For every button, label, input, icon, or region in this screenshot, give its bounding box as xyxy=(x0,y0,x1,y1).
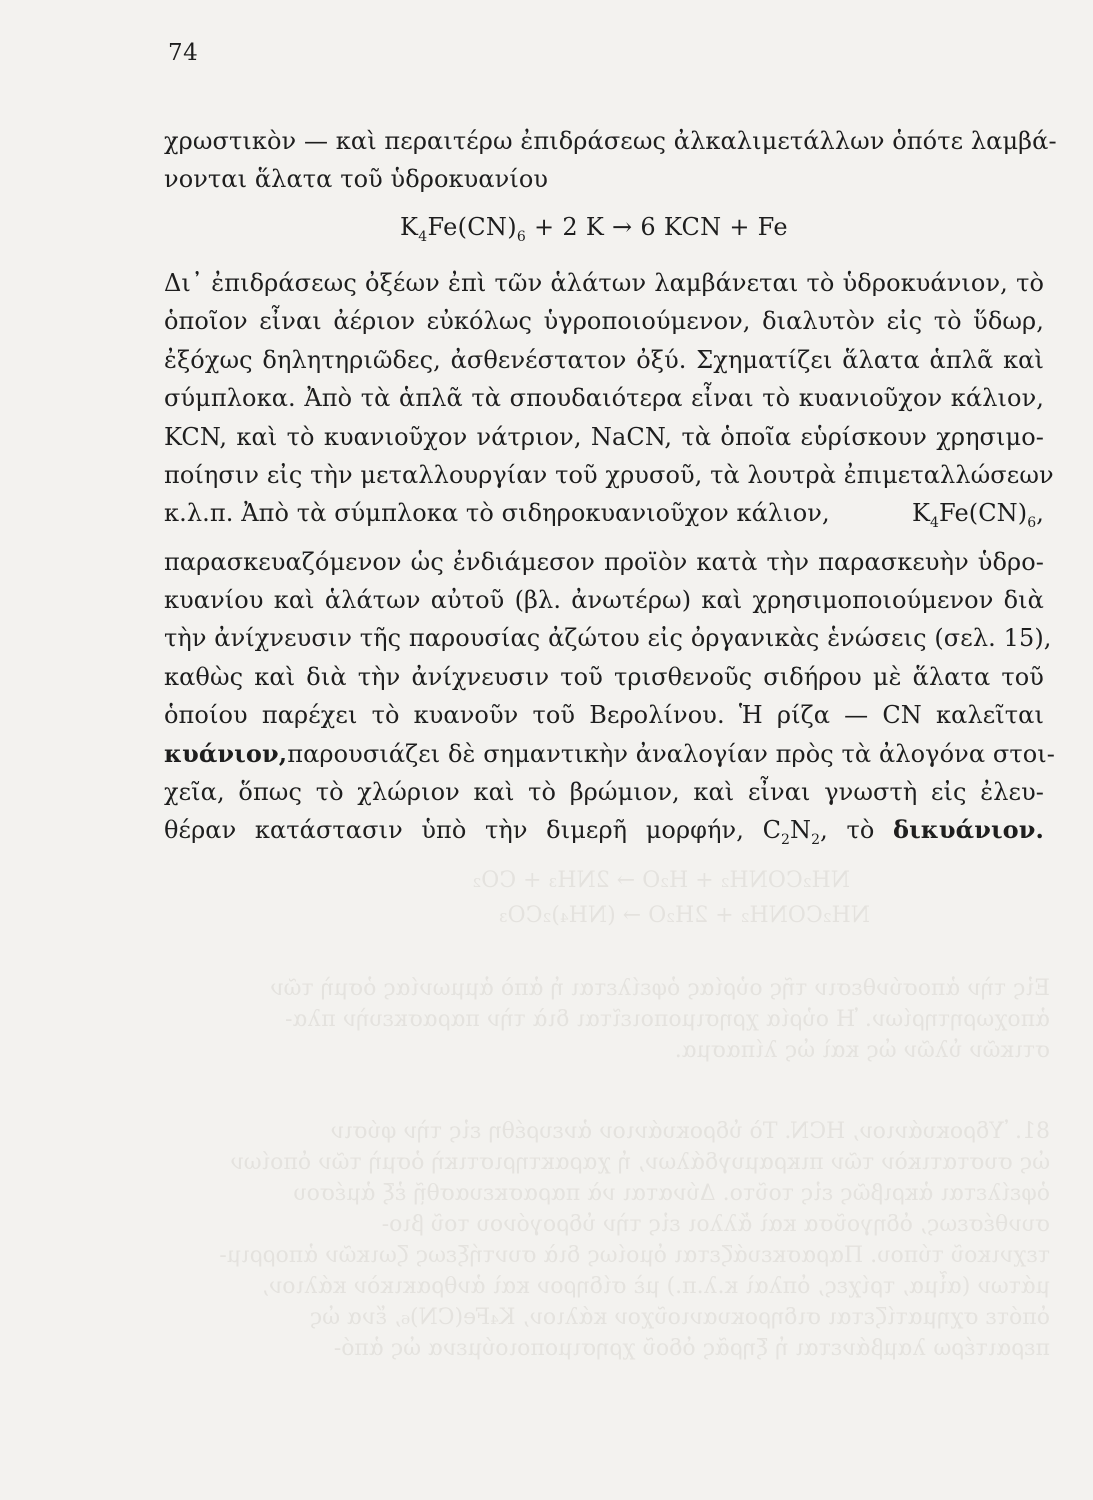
text-fragment: κ.λ.π. Ἀπὸ τὰ σύμπλοκα τὸ σιδηροκυανιοῦχον κάλιον, xyxy=(164,499,830,528)
bleed-line: ΝΗ₂CONH₂ + H₂O → 2NH₃ + CO₂ xyxy=(472,868,850,893)
chemical-equation xyxy=(400,213,788,245)
formula-part: + 2 K → 6 KCN + Fe xyxy=(526,213,788,241)
text-fragment: παρουσιάζει δὲ σημαντικὴν ἀναλογίαν πρὸς τὰ ἀλογόνα στοι- xyxy=(287,739,1055,768)
text-line: ὁποῖον εἶναι ἀέριον εὐκόλως ὑγροποιούμενον, διαλυτὸν εἰς τὸ ὕδωρ, xyxy=(164,307,1044,336)
text-line: ἐξόχως δηλητηριῶδες, ἀσθενέστατον ὀξύ. Σχηματίζει ἅλατα ἁπλᾶ καὶ xyxy=(164,345,1044,374)
text-fragment: θέραν κατάστασιν ὑπὸ τὴν διμερῆ μορφήν, xyxy=(164,816,744,845)
text-line: ποίησιν εἰς τὴν μεταλλουργίαν τοῦ χρυσοῦ, τὰ λουτρὰ ἐπιμεταλλώσεων xyxy=(164,461,1054,490)
bleed-line: ὁπότε σχηματίζεται σιδηροκυανιοῦχον κάλιον, K₄Fe(CN)₆, ἕνα ὡς xyxy=(309,1305,1050,1330)
bleed-line: Εἰς τὴν ἀποσύνθεσιν τῆς οὐρίας ὀφείλεται ἡ ἀπὸ ἀμμωνίας ὀσμὴ τῶν xyxy=(270,976,1050,1001)
text-line: Δι᾿ ἐπιδράσεως ὀξέων ἐπὶ τῶν ἁλάτων λαμβάνεται τὸ ὑδροκυάνιον, τὸ xyxy=(164,269,1044,297)
text-line: κυανίου καὶ ἁλάτων αὐτοῦ (βλ. ἀνωτέρω) καὶ χρησιμοποιούμενον διὰ xyxy=(164,586,1044,615)
bleed-line: περαιτέρω λαμβάνεται ἡ ξηρᾶς ὁδοῦ χρησιμοποιούμενα ὡς ἀπό- xyxy=(333,1336,1050,1361)
text-line: χεῖα, ὅπως τὸ χλώριον καὶ τὸ βρώμιον, καὶ εἶναι γνωστὴ εἰς ἐλευ- xyxy=(164,778,1044,807)
text-line: KCN, καὶ τὸ κυανιοῦχον νάτριον, NaCN, τὰ ὁποῖα εὑρίσκουν χρησιμο- xyxy=(164,422,1044,451)
text-line: χρωστικὸν — καὶ περαιτέρω ἐπιδράσεως ἀλκαλιμετάλλων ὁπότε λαμβά- xyxy=(164,127,1057,155)
bold-term-kyanion: κυάνιον, xyxy=(164,738,288,768)
bleed-line: NH₂CONH₂ + 2H₂O → (NH₄)₂CO₃ xyxy=(498,903,870,928)
text-line xyxy=(164,494,1044,542)
page-number: 74 xyxy=(168,40,199,66)
text-line: σύμπλοκα. Ἀπὸ τὰ ἁπλᾶ τὰ σπουδαιότερα εἶναι τὸ κυανιοῦχον κάλιον, xyxy=(164,384,1044,413)
bleed-line: μάτων (αἷμα, τρίχες, ὁπλαὶ κ.λ.π.) μὲ σίδηρον καὶ ἀνθρακικὸν κάλιον, xyxy=(261,1274,1050,1299)
bleed-line: ἀποχωρητηρίων. Ἡ οὐρία χρησιμοποιεῖται διὰ τὴν παρασκευὴν πλα- xyxy=(285,1007,1050,1032)
text-line: παρασκευαζόμενον ὡς ἐνδιάμεσον προϊὸν κατὰ τὴν παρασκευὴν ὑδρο- xyxy=(164,547,1044,576)
formula-part: Fe(CN) xyxy=(427,213,517,241)
bleed-line: στικῶν ὑλῶν ὡς καὶ ὡς λίπασμα. xyxy=(674,1038,1050,1063)
paragraph-intro xyxy=(164,122,1057,199)
formula-subscript: 6 xyxy=(516,228,527,245)
text-line: καθὼς καὶ διὰ τὴν ἀνίχνευσιν τοῦ τρισθενοῦς σιδήρου μὲ ἅλατα τοῦ xyxy=(164,662,1044,691)
formula-subscript: 4 xyxy=(418,228,428,245)
text-line: τὴν ἀνίχνευσιν τῆς παρουσίας ἀζώτου εἰς ὀργανικὰς ἑνώσεις (σελ. 15), xyxy=(164,624,1052,653)
bold-term-dikyanion: δικυάνιον. xyxy=(892,815,1044,845)
text-line xyxy=(164,735,1055,773)
text-line: νονται ἅλατα τοῦ ὑδροκυανίου xyxy=(164,165,549,194)
text-line: ὁποίου παρέχει τὸ κυανοῦν τοῦ Βερολίνου. Ἡ ρίζα — CN καλεῖται xyxy=(164,701,1044,730)
inline-formula: $K_4Fe(CN)_6$, xyxy=(911,499,1044,532)
bleed-line: ὀφείλεται ἀκριβῶς εἰς τοῦτο. Δύναται νὰ παρασκευασθῇ ἐξ ἀμέσου xyxy=(293,1181,1050,1206)
paragraph-hydrocyanic-acid xyxy=(164,264,1055,860)
bleed-line: ὡς συστατικὸν τῶν πικραμυγδάλων, ἡ χαρακτηριστικὴ ὀσμὴ τῶν ὁποίων xyxy=(230,1150,1050,1175)
bleed-through-text xyxy=(150,868,1050,1361)
formula-part: K xyxy=(400,213,419,241)
inline-formula: $C_2N_2$, τὸ xyxy=(762,816,875,849)
text-line xyxy=(164,811,1044,859)
bleed-line: τεχνικοῦ τύπου. Παρασκευάζεται ὁμοίως διὰ συντήξεως ζωικῶν ἀπορριμ- xyxy=(219,1243,1050,1268)
bleed-line: συνθέσεως, ὁδηγοῦσα καὶ ἄλλοι εἰς τὴν ὑδρογόνου τοῦ βιο- xyxy=(381,1212,1050,1237)
bleed-line: 81. Ὑδροκυάνιον, HCN. Τὸ ὑδροκυάνιον ἀνευρέθη εἰς τὴν φύσιν xyxy=(330,1119,1050,1144)
